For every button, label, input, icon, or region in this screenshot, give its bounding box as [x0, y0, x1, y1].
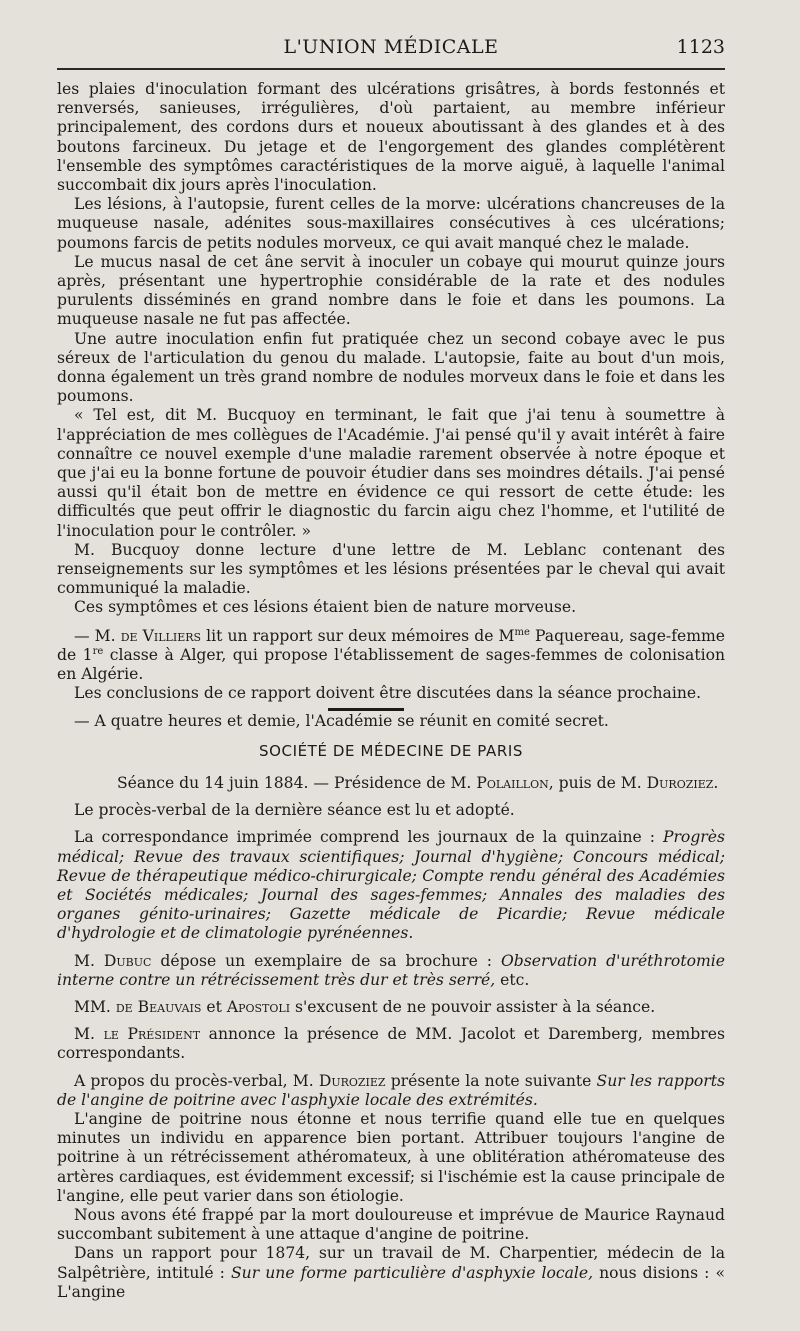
- text-span: présente la note suivante: [385, 1071, 597, 1090]
- section-title: SOCIÉTÉ DE MÉDECINE DE PARIS: [258, 742, 524, 760]
- person-name: Duroziez: [318, 1071, 386, 1090]
- work-title: Sur une forme particulière d'asphyxie locale,: [231, 1263, 594, 1282]
- person-name: Duroziez: [646, 774, 714, 792]
- text-span: classe à Alger, qui propose l'établissement de sages-femmes de colonisation en Algérie.: [57, 645, 726, 684]
- text-span: , puis de M.: [548, 774, 647, 792]
- running-title: L'UNION MÉDICALE: [283, 36, 499, 58]
- paragraph: [57, 1025, 725, 1063]
- paragraph: [57, 952, 725, 990]
- text-span: A propos du procès-verbal, M.: [74, 1071, 319, 1090]
- note-title: Sur les rapports de l'angine de poitrine avec l'asphyxie locale des extrémités.: [57, 1071, 726, 1109]
- section-text-block: [57, 774, 725, 1302]
- paragraph: « Tel est, dit M. Bucquoy en terminant, le fait que j'ai tenu à soumettre à l'appréciation de mes collègues de l'Académie. J'ai pensé qu'il y avait intérêt à faire connaître ce nouvel exemple d'une maladie rarement observée à notre époque et que j'ai eu la bonne fortune de pouvoir étudier dans ses moindres détails. J'ai pensé aussi qu'il était bon de mettre en évidence ce qui ressort de cette étude: les difficultés que peut offrir le diagnostic du farcin aigu chez l'homme, et l'utilité de l'inoculation pour le contrôler. »: [57, 406, 725, 540]
- paragraph: [57, 1072, 725, 1110]
- journal-list: Progrès médical; Revue des travaux scientifiques; Journal d'hygiène; Concours médical; Revue de thérapeutique médico-chirurgicale; Compte rendu général des Académies et Sociétés médicales; Journal des sages-femmes; Annales des maladies des organes génito-urinaires; Gazette médicale de Picardie; Revue médicale d'hydrologie et de climatologie pyrénéennes.: [57, 828, 725, 943]
- text-span: Paquereau, sage-femme de 1: [57, 626, 725, 664]
- person-name: le Président: [103, 1025, 201, 1044]
- text-span: nous disions : « L'angine: [57, 1263, 725, 1301]
- text-span: etc.: [495, 970, 530, 989]
- text-span: .: [713, 774, 719, 792]
- text-span: M.: [74, 951, 104, 970]
- paragraph: Le procès-verbal de la dernière séance est lu et adopté.: [74, 801, 515, 820]
- paragraph: Les conclusions de ce rapport doivent être discutées dans la séance prochaine.: [74, 684, 702, 703]
- text-span: MM.: [74, 998, 116, 1017]
- page-number: 1123: [676, 36, 725, 58]
- text-span: Séance du 14 juin 1884. — Présidence de M.: [117, 774, 477, 792]
- session-meta: [57, 774, 725, 793]
- person-name: Dubuc: [103, 951, 152, 970]
- person-name: Apostoli: [226, 998, 291, 1017]
- brochure-title: Observation d'uréthrotomie interne contre un rétrécissement très dur et très serré,: [57, 951, 725, 989]
- page-header: [57, 36, 725, 64]
- text-span: dépose un exemplaire de sa brochure :: [151, 951, 501, 970]
- text-span: lit un rapport sur deux mémoires de M: [201, 626, 515, 645]
- superscript: re: [92, 645, 104, 657]
- paragraph: M. Bucquoy donne lecture d'une lettre de M. Leblanc contenant des renseignements sur les symptômes et les lésions présentées par le cheval qui avait communiqué la maladie.: [57, 540, 725, 598]
- text-span: La correspondance imprimée comprend les journaux de la quinzaine :: [74, 828, 663, 847]
- paragraph: Le mucus nasal de cet âne servit à inoculer un cobaye qui mourut quinze jours après, présentant une hypertrophie considérable de la rate et des nodules purulents disséminés en grand nombre dans le foie et dans les poumons. La muqueuse nasale ne fut pas affectée.: [57, 252, 725, 329]
- text-span: M.: [74, 1025, 104, 1044]
- paragraph: [57, 627, 725, 685]
- text-span: s'excusent de ne pouvoir assister à la séance.: [290, 998, 656, 1017]
- text-span: — M.: [74, 626, 121, 645]
- superscript: me: [514, 626, 530, 638]
- text-span: et: [201, 998, 227, 1017]
- paragraph: les plaies d'inoculation formant des ulcérations grisâtres, à bords festonnés et renversés, sanieuses, irrégulières, d'où partaient, au membre inférieur principalement, des cordons durs et noueux aboutissant à des glandes et à des boutons farcineux. Du jetage et de l'engorgement des glandes complétèrent l'ensemble des symptômes caractéristiques de la morve aiguë, à laquelle l'animal succombait dix jours après l'inoculation.: [57, 80, 725, 195]
- text-span: Dans un rapport pour 1874, sur un travail de M. Charpentier, médecin de la Salpêtrière, intitulé :: [57, 1244, 725, 1282]
- paragraph: Les lésions, à l'autopsie, furent celles de la morve: ulcérations chancreuses de la muqueuse nasale, adénites sous-maxillaires consécutives à ces ulcérations; poumons farcis de petits nodules morveux, ce qui avait manqué chez le malade.: [57, 195, 725, 252]
- paragraph: [57, 828, 725, 943]
- person-name: Polaillon: [476, 774, 549, 792]
- person-name: de Villiers: [120, 626, 202, 645]
- paragraph: Une autre inoculation enfin fut pratiquée chez un second cobaye avec le pus séreux de l'articulation du genou du malade. L'autopsie, faite au bout d'un mois, donna également un très grand nombre de nodules morveux dans le foie et dans les poumons.: [57, 329, 725, 406]
- top-text-block: [57, 80, 725, 731]
- paragraph: Ces symptômes et ces lésions étaient bien de nature morveuse.: [74, 598, 577, 617]
- paragraph: [57, 1244, 725, 1302]
- paragraph: [57, 998, 725, 1017]
- person-name: de Beauvais: [115, 998, 202, 1017]
- paragraph: L'angine de poitrine nous étonne et nous terrifie quand elle tue en quelques minutes un individu en apparence bien portant. Attribuer toujours l'angine de poitrine à un rétrécissement athéromateux, à une oblitération athéromateuse des artères cardiaques, est évidemment excessif; si l'ischémie est la cause principale de l'angine, elle peut varier dans son étiologie.: [57, 1110, 725, 1205]
- text-span: annonce la présence de MM. Jacolot et Daremberg, membres correspondants.: [57, 1025, 725, 1063]
- section-divider: [328, 708, 404, 711]
- paragraph: — A quatre heures et demie, l'Académie se réunit en comité secret.: [74, 711, 609, 730]
- header-rule: [57, 68, 725, 70]
- paragraph: Nous avons été frappé par la mort douloureuse et imprévue de Maurice Raynaud succombant subitement à une attaque d'angine de poitrine.: [57, 1206, 725, 1244]
